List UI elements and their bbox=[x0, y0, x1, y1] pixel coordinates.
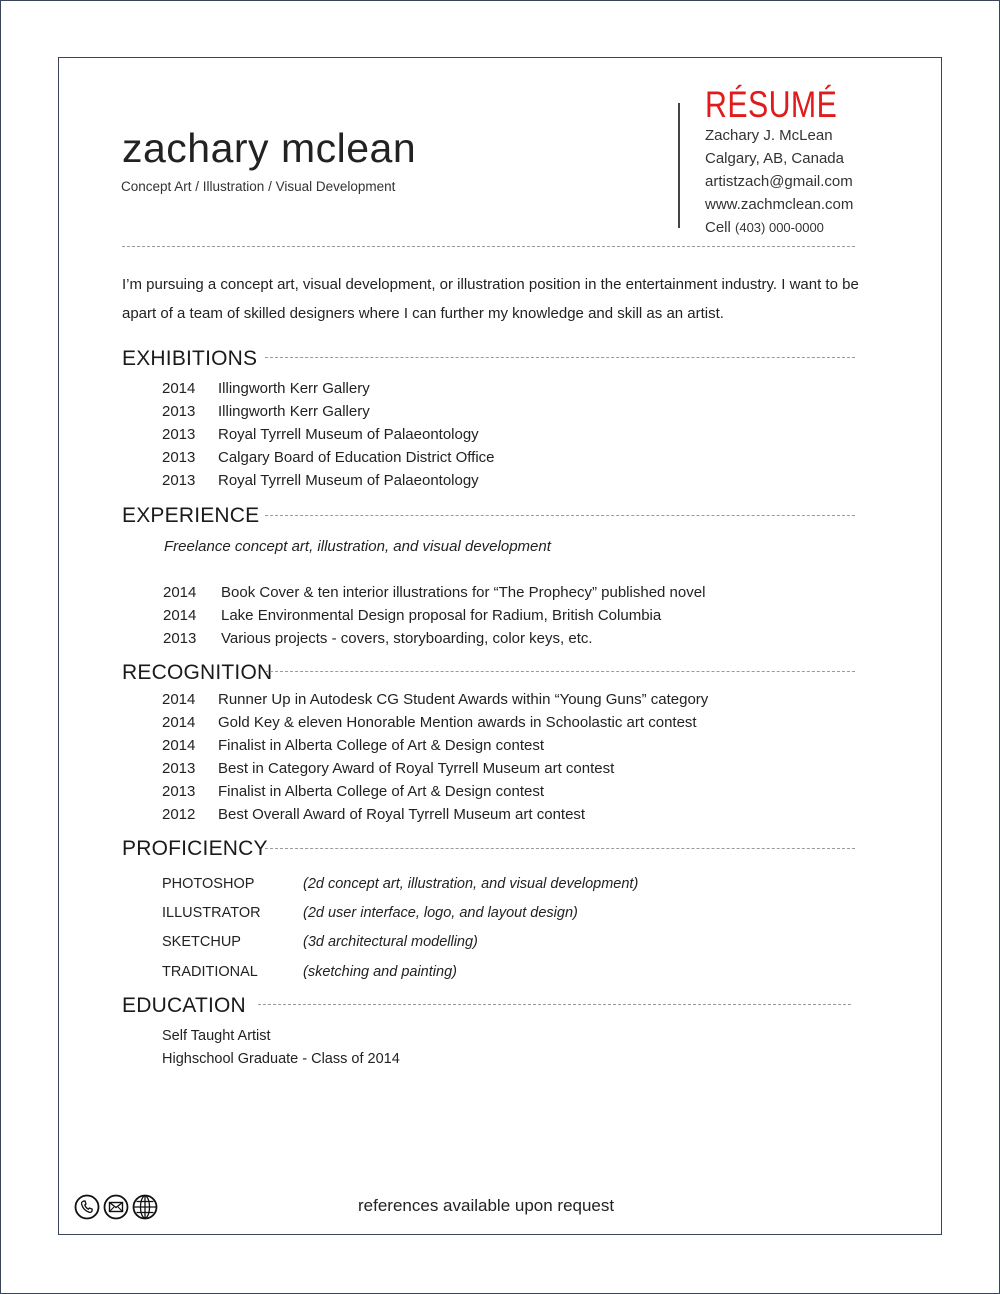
cell-label: Cell bbox=[705, 219, 731, 236]
recognition-title: RECOGNITION bbox=[122, 661, 273, 684]
contact-website[interactable]: www.zachmclean.com bbox=[705, 196, 854, 213]
references-note: references available upon request bbox=[358, 1196, 615, 1215]
contact-location: Calgary, AB, Canada bbox=[705, 150, 844, 167]
experience-rule bbox=[265, 515, 855, 516]
candidate-name: zachary mclean bbox=[122, 125, 417, 171]
phone-icon[interactable] bbox=[74, 1194, 100, 1220]
experience-title: EXPERIENCE bbox=[122, 504, 260, 527]
education-title: EDUCATION bbox=[122, 994, 246, 1017]
footer-icons bbox=[74, 1194, 158, 1220]
cell-number: (403) 000-0000 bbox=[735, 220, 824, 235]
header-divider bbox=[678, 103, 680, 228]
proficiency-title: PROFICIENCY bbox=[122, 837, 268, 860]
mail-icon[interactable] bbox=[103, 1194, 129, 1220]
resume-title: RÉSUMÉ bbox=[705, 84, 838, 125]
education-rule bbox=[258, 1004, 851, 1005]
recognition-rule bbox=[265, 671, 855, 672]
contact-cell bbox=[705, 219, 824, 236]
contact-name: Zachary J. McLean bbox=[705, 127, 833, 144]
objective-text: I’m pursuing a concept art, visual development, or illustration position in the entertainment industry. I want to be apart of a team of skilled designers where I can further my knowledge and skill as an artist. bbox=[122, 276, 859, 322]
proficiency-rule bbox=[265, 848, 855, 849]
header-separator bbox=[122, 246, 855, 247]
experience-subheading: Freelance concept art, illustration, and visual development bbox=[164, 538, 551, 555]
contact-email[interactable]: artistzach@gmail.com bbox=[705, 173, 853, 190]
globe-icon[interactable] bbox=[132, 1194, 158, 1220]
education-item: Self Taught Artist bbox=[162, 1028, 271, 1044]
exhibitions-rule bbox=[265, 357, 855, 358]
candidate-tagline: Concept Art / Illustration / Visual Development bbox=[121, 179, 396, 194]
exhibitions-title: EXHIBITIONS bbox=[122, 347, 258, 370]
education-item: Highschool Graduate - Class of 2014 bbox=[162, 1051, 400, 1067]
